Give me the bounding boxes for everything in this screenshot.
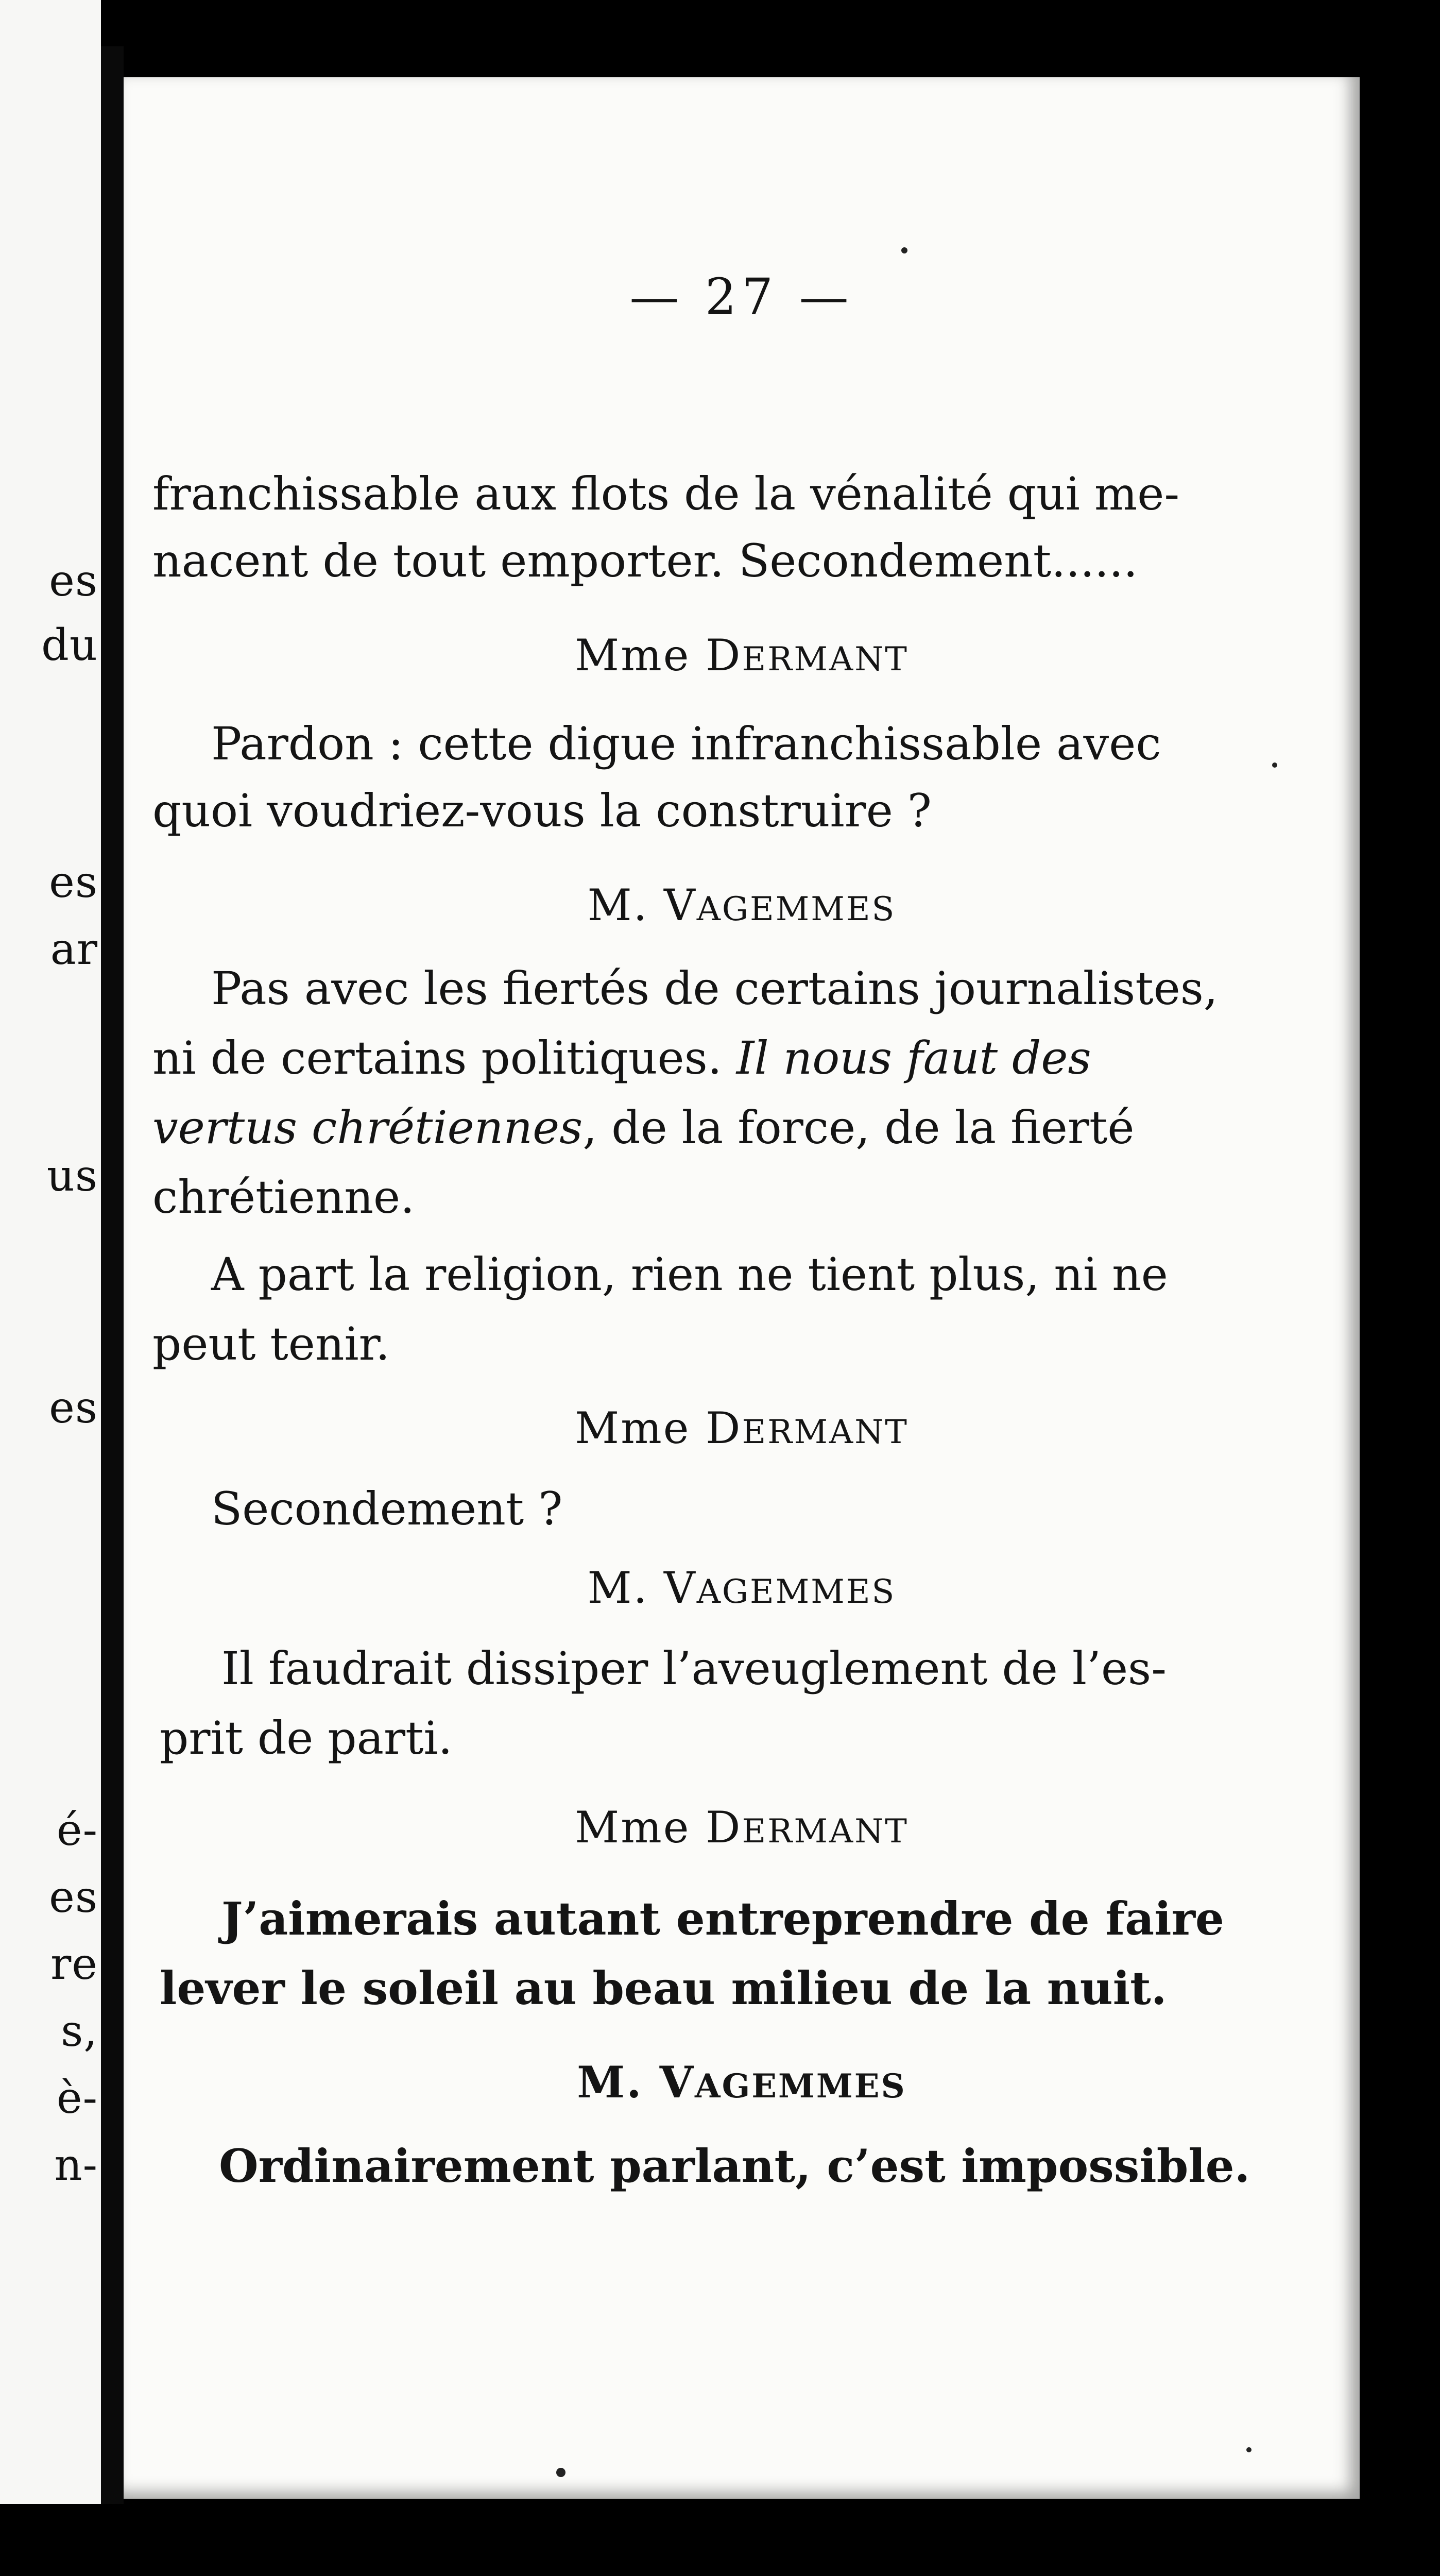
speaker-prefix: Mme D — [575, 630, 742, 681]
speaker-rest: AGEMMES — [696, 1573, 896, 1611]
text-line: peut tenir. — [152, 1317, 390, 1370]
text-line: Secondement ? — [211, 1482, 563, 1535]
text-line: lever le soleil au beau milieu de la nuit. — [160, 1961, 1167, 2015]
page-text — [124, 77, 1360, 2499]
left-fragment: du — [41, 620, 98, 670]
page-number: — 27 — — [629, 268, 854, 326]
text-segment: ni de certains politiques. — [152, 1031, 736, 1084]
speaker-heading-dermant — [124, 630, 1360, 681]
italic-segment: vertus chrétiennes — [152, 1101, 583, 1154]
speaker-heading-dermant — [124, 1802, 1360, 1853]
speaker-prefix: Mme D — [575, 1802, 742, 1853]
speaker-rest: AGEMMES — [694, 2067, 906, 2106]
left-fragment: re — [50, 1939, 98, 1989]
speaker-heading-vagemmes — [124, 2057, 1360, 2108]
text-line: Pardon : cette digue infranchissable avec — [211, 717, 1161, 770]
left-fragment: es — [49, 1382, 98, 1433]
left-fragment: es — [49, 1872, 98, 1922]
text-line: nacent de tout emporter. Secondement...... — [152, 534, 1138, 587]
speaker-rest: ERMANT — [742, 640, 908, 679]
text-line — [152, 1031, 1091, 1084]
text-line: Ordinairement parlant, c’est impossible. — [219, 2139, 1250, 2193]
text-line: chrétienne. — [152, 1171, 415, 1224]
paper-speck — [901, 247, 907, 253]
text-line: A part la religion, rien ne tient plus, ni ne — [211, 1248, 1168, 1301]
speaker-rest: AGEMMES — [696, 890, 896, 928]
speaker-prefix: M. V — [587, 880, 697, 930]
speaker-heading-dermant — [124, 1403, 1360, 1453]
right-border — [1360, 0, 1440, 2576]
speaker-heading-vagemmes — [124, 1563, 1360, 1613]
text-segment: , de la force, de la fierté — [582, 1101, 1135, 1154]
speaker-rest: ERMANT — [742, 1413, 908, 1451]
bottom-border — [0, 2504, 1440, 2576]
text-line: franchissable aux flots de la vénalité qui me- — [152, 467, 1180, 520]
right-page — [124, 77, 1360, 2499]
text-line — [152, 1101, 1135, 1154]
text-line: Il faudrait dissiper l’aveuglement de l’es- — [221, 1642, 1167, 1695]
paper-speck — [1272, 762, 1277, 768]
left-page-edge — [0, 0, 101, 2504]
italic-segment: Il nous faut des — [736, 1031, 1091, 1084]
paper-speck — [556, 2468, 565, 2477]
left-fragment: é- — [56, 1805, 98, 1855]
text-line: Pas avec les fiertés de certains journalistes, — [211, 962, 1218, 1015]
text-line: J’aimerais autant entreprendre de faire — [221, 1892, 1224, 1945]
paper-speck — [1246, 2447, 1252, 2452]
left-fragment: n- — [54, 2140, 98, 2190]
left-fragment: es — [49, 857, 98, 907]
text-line: prit de parti. — [160, 1711, 453, 1765]
speaker-prefix: M. V — [587, 1563, 697, 1613]
left-fragment: es — [49, 555, 98, 606]
left-fragment: us — [46, 1150, 98, 1201]
speaker-rest: ERMANT — [742, 1812, 908, 1851]
text-line: quoi voudriez-vous la construire ? — [152, 784, 932, 837]
left-fragment: ar — [50, 924, 98, 974]
speaker-prefix: M. V — [577, 2057, 695, 2108]
speaker-heading-vagemmes — [124, 880, 1360, 930]
left-fragment: s, — [61, 2006, 98, 2056]
book-gutter — [101, 46, 124, 2514]
speaker-prefix: Mme D — [575, 1403, 742, 1453]
left-fragment: è- — [56, 2073, 98, 2123]
